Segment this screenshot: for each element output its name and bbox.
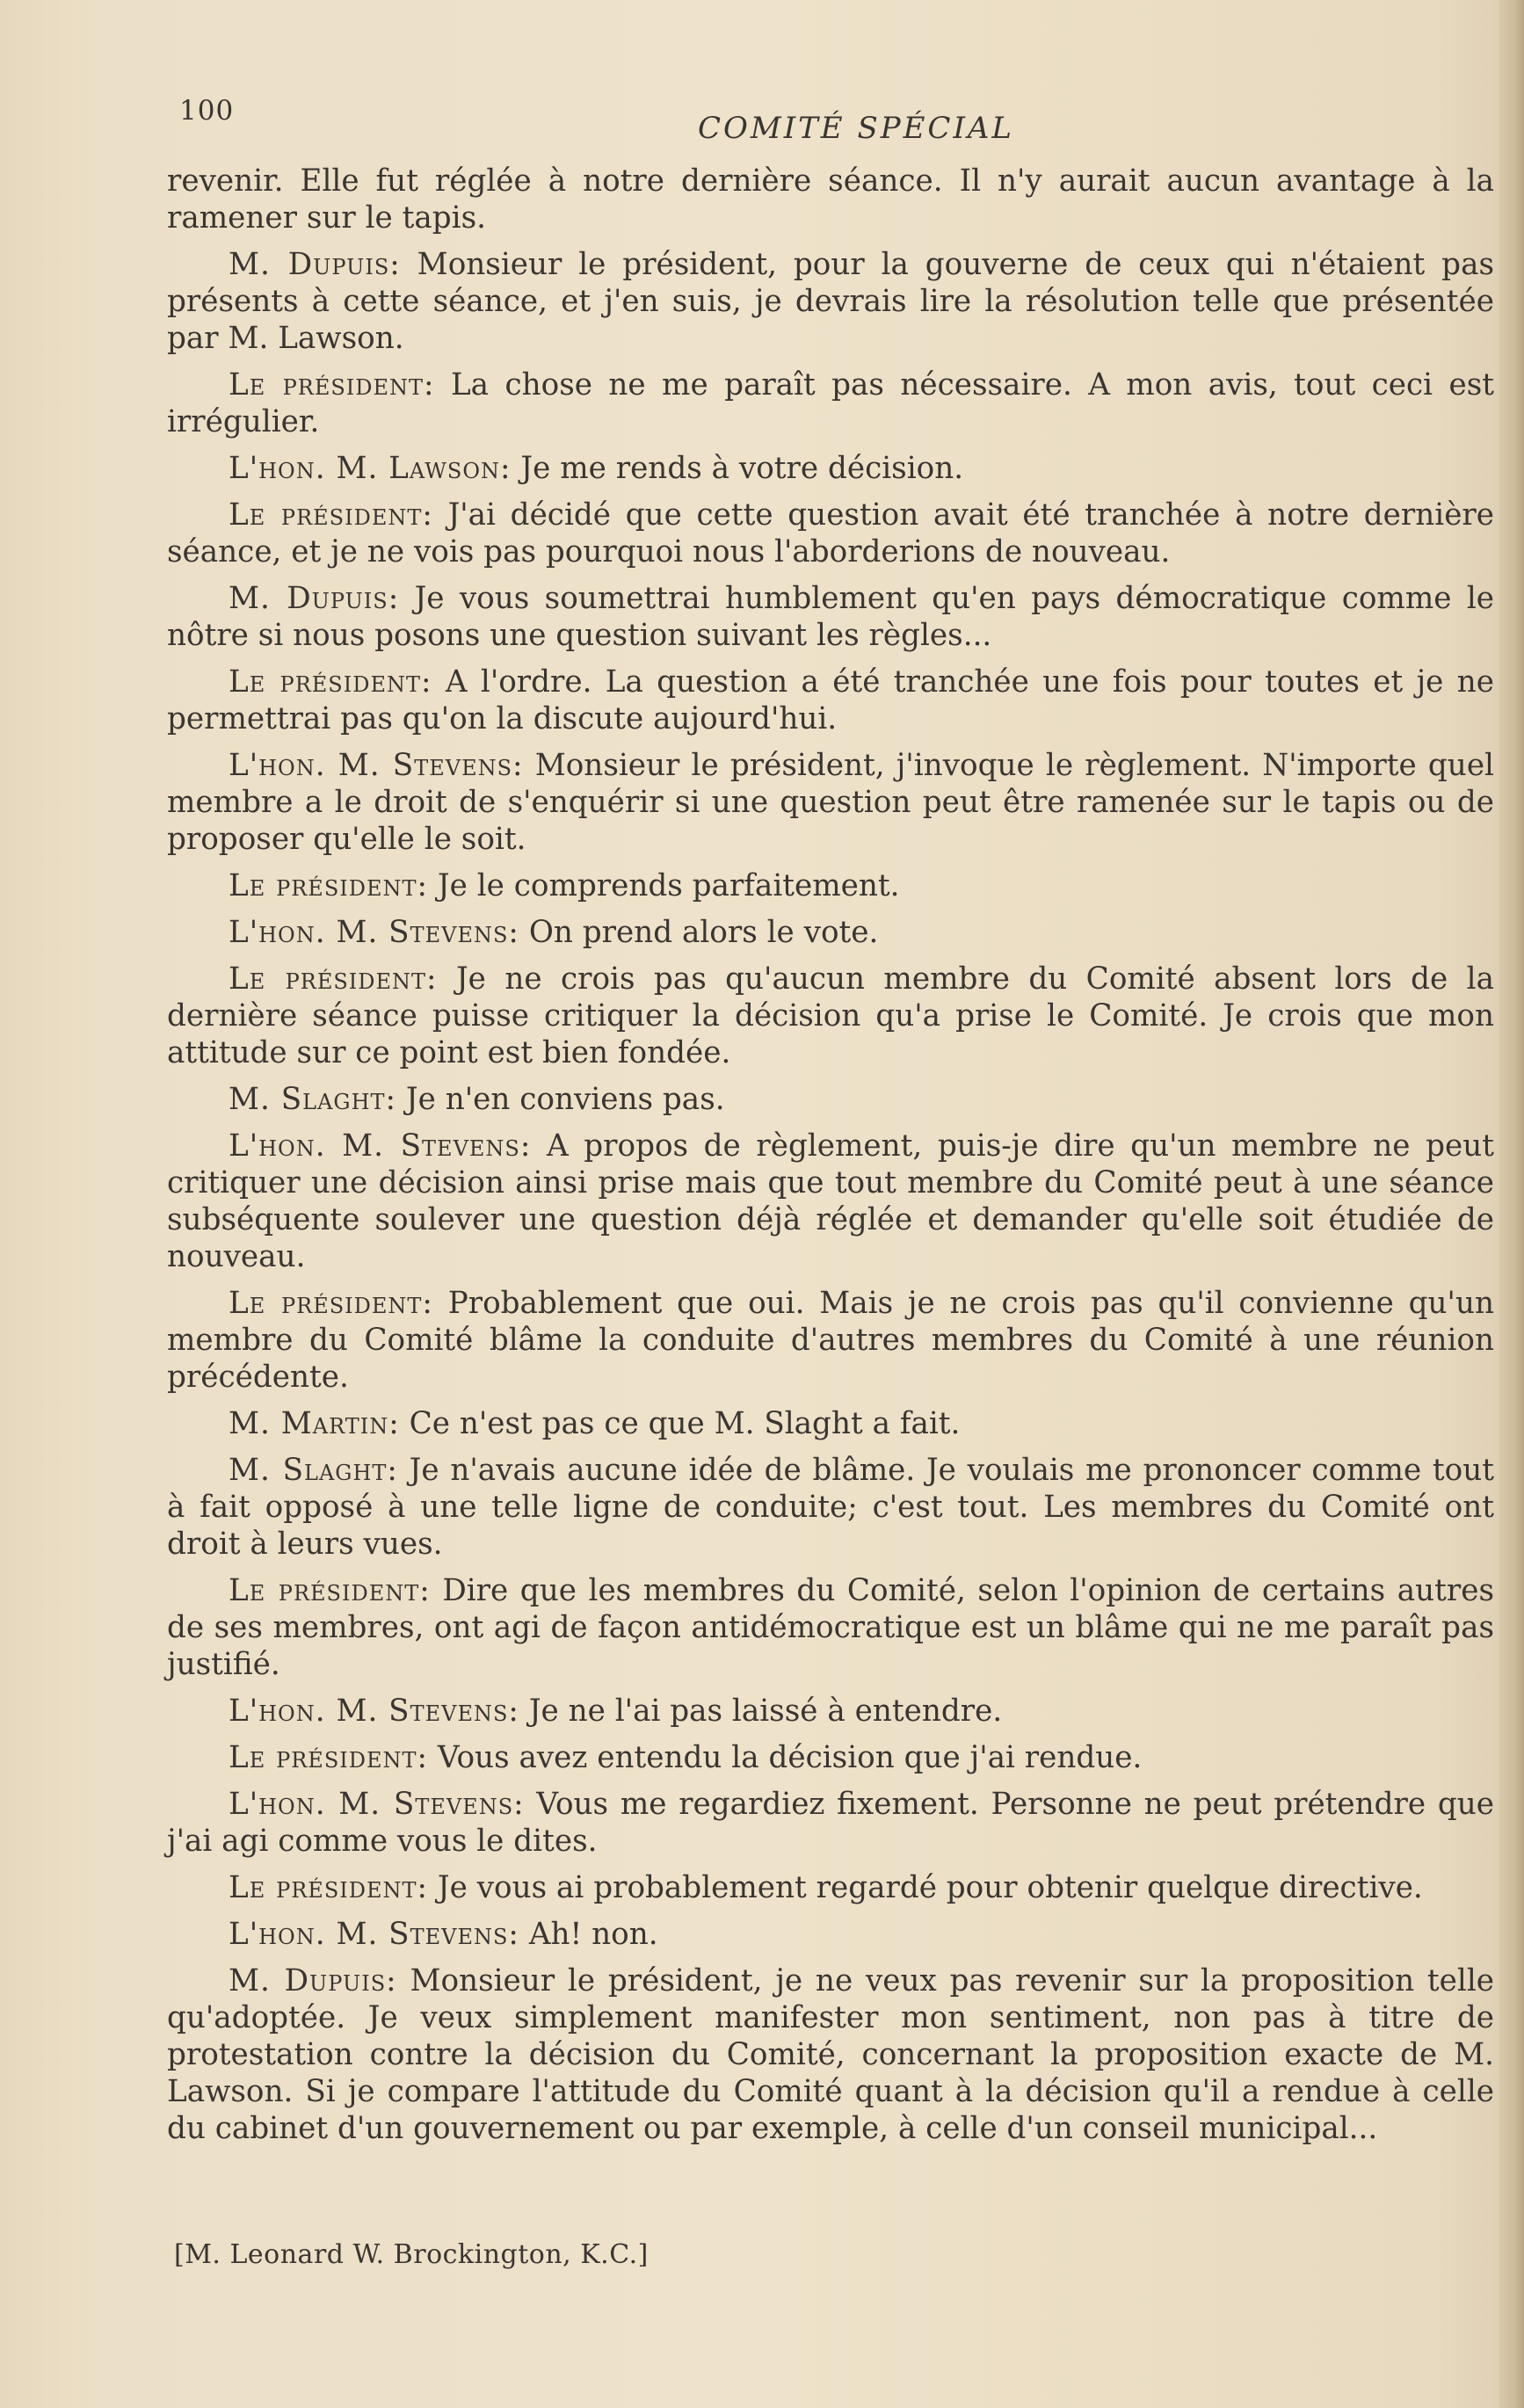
speaker: Le président: [229,1740,429,1775]
speaker: M. Dupuis: [229,247,401,282]
paragraph-text: J'ai décidé que cette question avait été tranchée à notre dernière séance, et je ne vois pas pourquoi nous l'aborderions de nouveau. [167,497,1494,569]
paragraph [167,747,1494,858]
paragraph-text: Je vous ai probablement regardé pour obtenir quelque directive. [428,1870,1423,1905]
paragraph [167,1128,1494,1275]
paragraph [167,450,1494,487]
paragraph [167,1693,1494,1730]
speaker: L'hon. M. Lawson: [229,451,512,486]
speaker: Le président: [229,1870,429,1905]
paragraph-text: Je vous soumettrai humblement qu'en pays démocratique comme le nôtre si nous posons une question suivant les règles... [167,581,1494,653]
running-title: COMITÉ SPÉCIAL [698,111,1015,146]
speaker: Le président: [229,1573,431,1608]
speaker: Le président: [229,367,435,403]
speaker: M. Martin: [229,1406,400,1441]
speaker: L'hon. M. Stevens: [229,1787,525,1822]
paragraph [167,1081,1494,1118]
speaker: Le président: [229,1286,433,1321]
paragraph [167,1452,1494,1563]
paragraph-text: Monsieur le président, je ne veux pas revenir sur la proposition telle qu'adoptée. Je veux simplement manifester mon sentiment, non pas à titre de protestation contre la décision du Comité, concernant la proposition exacte de M. Lawson. Si je compare l'attitude du Comité quant à la décision qu'il a rendue à celle du cabinet d'un gouvernement ou par exemple, à celle d'un conseil municipal... [167,1963,1494,2146]
paragraph-text: Monsieur le président, j'invoque le règlement. N'importe quel membre a le droit de s'enquérir si une question peut être ramenée sur le tapis ou de proposer qu'elle le soit. [167,748,1494,857]
paragraph [167,867,1494,904]
page-edge [1499,0,1524,2408]
speaker: Le président: [229,961,438,997]
speaker-note: [M. Leonard W. Brockington, K.C.] [174,2239,649,2270]
paragraph [167,1285,1494,1396]
speaker: L'hon. M. Stevens: [229,1128,532,1164]
speaker: L'hon. M. Stevens: [229,748,524,783]
paragraph-text: Je le comprends parfaitement. [428,868,900,903]
speaker: M. Slaght: [229,1082,397,1117]
paragraph [167,961,1494,1071]
paragraph [167,1786,1494,1860]
paragraph [167,246,1494,357]
page-header [179,95,1498,148]
speaker: Le président: [229,868,429,903]
paragraph-text: revenir. Elle fut réglée à notre dernière séance. Il n'y aurait aucun avantage à la ramener sur le tapis. [167,163,1494,236]
paragraph-text: Ah! non. [519,1917,658,1952]
speaker: M. Dupuis: [229,581,400,616]
paragraph [167,366,1494,440]
page-number: 100 [179,95,235,127]
paragraph [167,1916,1494,1953]
speaker: Le président: [229,497,433,533]
paragraph [167,497,1494,570]
paragraph-text: On prend alors le vote. [519,915,879,950]
paragraph [167,914,1494,951]
paragraph-text: Je me rends à votre décision. [511,451,964,486]
paragraph-text: Vous avez entendu la décision que j'ai rendue. [428,1740,1143,1775]
paragraph-text: A l'ordre. La question a été tranchée une fois pour toutes et je ne permettrai pas qu'on la discute aujourd'hui. [167,664,1494,736]
paragraph [167,580,1494,654]
paragraph [167,1962,1494,2147]
speaker: Le président: [229,664,432,700]
paragraph [167,1572,1494,1683]
paragraph-text: Monsieur le président, pour la gouverne de ceux qui n'étaient pas présents à cette séance, et j'en suis, je devrais lire la résolution telle que présentée par M. Lawson. [167,247,1494,356]
paragraph [167,1405,1494,1442]
paragraph-text: Dire que les membres du Comité, selon l'opinion de certains autres de ses membres, ont agi de façon antidémocratique est un blâme qui ne me paraît pas justifié. [167,1573,1494,1682]
paragraph-text: A propos de règlement, puis-je dire qu'un membre ne peut critiquer une décision ainsi prise mais que tout membre du Comité peut à une séance subséquente soulever une question déjà réglée et demander qu'elle soit étudiée de nouveau. [167,1128,1494,1274]
paragraph-text: Je n'en conviens pas. [396,1082,725,1117]
speaker: M. Slaght: [229,1453,398,1488]
paragraph [167,664,1494,737]
speaker: M. Dupuis: [229,1963,397,1998]
paragraph-text: La chose ne me paraît pas nécessaire. A mon avis, tout ceci est irrégulier. [167,367,1494,439]
paragraph-text: Vous me regardiez fixement. Personne ne peut prétendre que j'ai agi comme vous le dites. [167,1787,1494,1859]
paragraph [167,1739,1494,1776]
paragraph-text: Je n'avais aucune idée de blâme. Je voulais me prononcer comme tout à fait opposé à une telle ligne de conduite; c'est tout. Les membres du Comité ont droit à leurs vues. [167,1453,1494,1562]
paragraph [167,163,1494,236]
paragraph-text: Ce n'est pas ce que M. Slaght a fait. [399,1406,961,1441]
paragraph [167,1869,1494,1906]
paragraph-text: Probablement que oui. Mais je ne crois pas qu'il convienne qu'un membre du Comité blâme la conduite d'autres membres du Comité à une réunion précédente. [167,1286,1494,1395]
paragraph-text: Je ne crois pas qu'aucun membre du Comité absent lors de la dernière séance puisse critiquer la décision qu'a prise le Comité. Je crois que mon attitude sur ce point est bien fondée. [167,961,1494,1070]
transcript-body [167,163,1494,2157]
speaker: L'hon. M. Stevens: [229,1694,519,1729]
speaker: L'hon. M. Stevens: [229,915,519,950]
paragraph-text: Je ne l'ai pas laissé à entendre. [519,1694,1003,1729]
speaker: L'hon. M. Stevens: [229,1917,519,1952]
